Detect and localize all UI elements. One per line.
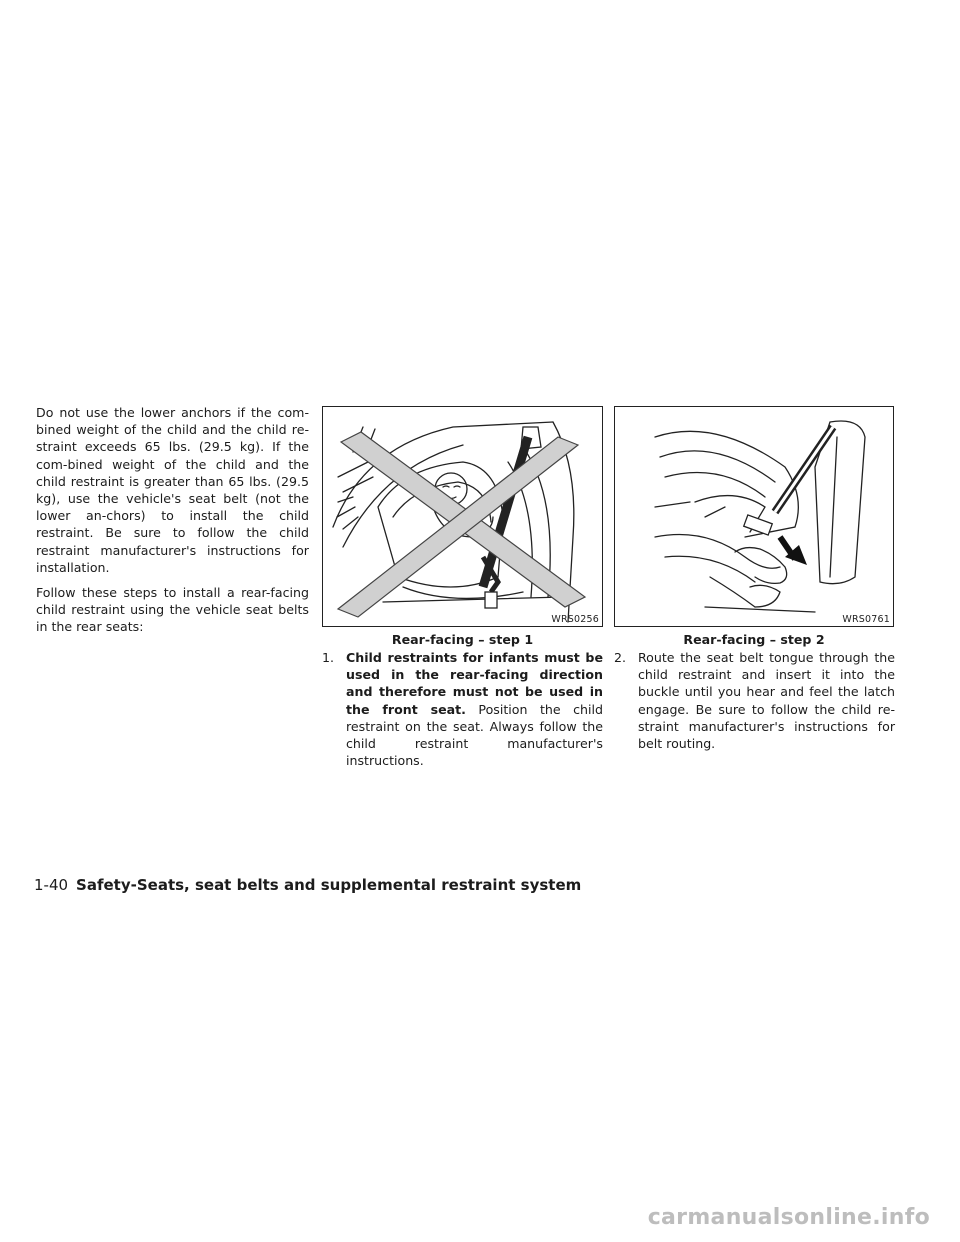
- figure-caption-2: Rear-facing – step 2: [683, 632, 825, 647]
- step-2: [614, 649, 895, 752]
- step-1-text: Position the child restraint on the seat. Always follow the child restraint manufacturer's instructions.: [346, 701, 603, 769]
- step-2-number: 2.: [614, 650, 627, 665]
- figure-rear-facing-step-1: [322, 406, 603, 627]
- intro-paragraph-2: Follow these steps to install a rear-facing child restraint using the vehicle seat belts in the rear seats:: [36, 585, 309, 635]
- figure-code-2: WRS0761: [842, 614, 890, 625]
- step-1-number: 1.: [322, 650, 335, 665]
- figure-caption-1: Rear-facing – step 1: [391, 632, 534, 647]
- step-1: [322, 649, 603, 769]
- step-1-warning: Child restraints for infants must be used in the rear-facing direction and therefore must not be used in the front seat.: [346, 650, 603, 717]
- figure-rear-facing-step-2: [614, 406, 894, 627]
- watermark: carmanualsonline.info: [647, 1205, 930, 1230]
- intro-paragraph-1: Do not use the lower anchors if the com-bined weight of the child and the child re-straint exceeds 65 lbs. (29.5 kg). If the com-bined weight of the child and the child restraint is greater than 65 lbs. (29.5 kg), use the vehicle's seat belt (not the lower an-chors) to install the child restraint. Be sure to follow the child restraint manufacturer's instructions for installation.: [36, 405, 309, 575]
- child-seat-front-illustration: [323, 407, 601, 625]
- section-title: Safety-Seats, seat belts and supplemental restraint system: [76, 876, 582, 894]
- page-footer: [34, 876, 581, 894]
- page-number: 1-40: [34, 876, 69, 894]
- seat-belt-buckle-illustration: [615, 407, 892, 625]
- step-2-text: Route the seat belt tongue through the child restraint and insert it into the buckle until you hear and feel the latch engage. Be sure to follow the child re-straint manufacturer's instructions for belt routing.: [638, 650, 895, 752]
- intro-text-column: [36, 404, 309, 644]
- figure-code-1: WRS0256: [551, 614, 599, 625]
